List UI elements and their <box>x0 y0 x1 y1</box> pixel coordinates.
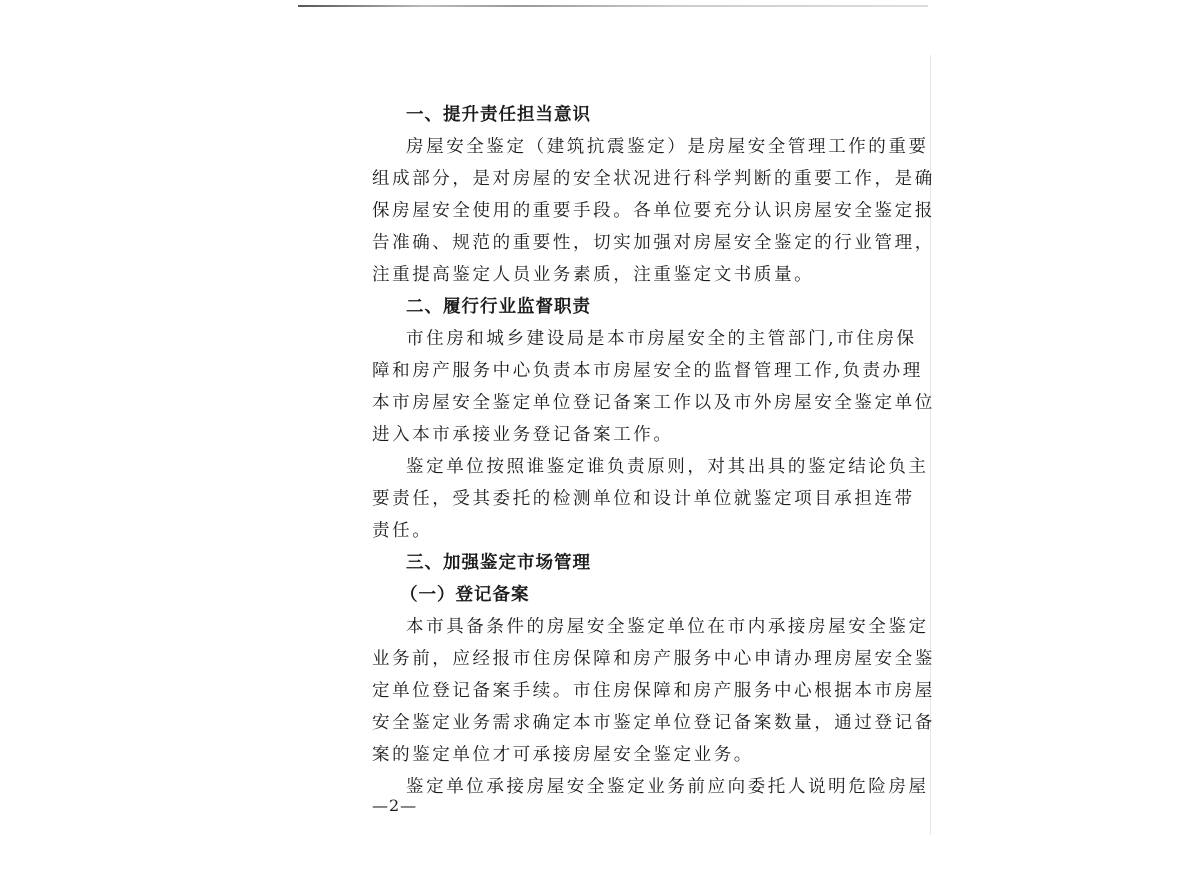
subsection-heading: （一）登记备案 <box>400 585 530 605</box>
paragraph-line: 注重提高鉴定人员业务素质，注重鉴定文书质量。 <box>372 265 815 285</box>
section-heading-1: 一、提升责任担当意识 <box>406 105 591 125</box>
paragraph-line: 安全鉴定业务需求确定本市鉴定单位登记备案数量，通过登记备 <box>372 713 935 733</box>
section-heading-3: 三、加强鉴定市场管理 <box>406 553 591 573</box>
paragraph-line: 本市具备条件的房屋安全鉴定单位在市内承接房屋安全鉴定 <box>406 617 929 637</box>
paragraph-line: 市住房和城乡建设局是本市房屋安全的主管部门,市住房保 <box>406 329 917 349</box>
paragraph-line: 本市房屋安全鉴定单位登记备案工作以及市外房屋安全鉴定单位 <box>372 393 935 413</box>
paragraph-line: 障和房产服务中心负责本市房屋安全的监督管理工作,负责办理 <box>372 361 923 381</box>
paragraph-line: 定单位登记备案手续。市住房保障和房产服务中心根据本市房屋 <box>372 681 935 701</box>
paragraph-line: 进入本市承接业务登记备案工作。 <box>372 425 674 445</box>
paragraph-line: 鉴定单位按照谁鉴定谁负责原则，对其出具的鉴定结论负主 <box>406 457 929 477</box>
paragraph-line: 责任。 <box>372 521 433 541</box>
paragraph-line: 保房屋安全使用的重要手段。各单位要充分认识房屋安全鉴定报 <box>372 201 935 221</box>
paragraph-line: 组成部分，是对房屋的安全状况进行科学判断的重要工作，是确 <box>372 169 935 189</box>
section-heading-2: 二、履行行业监督职责 <box>406 297 591 317</box>
paragraph-line: 告准确、规范的重要性，切实加强对房屋安全鉴定的行业管理， <box>372 233 935 253</box>
paragraph-line: 房屋安全鉴定（建筑抗震鉴定）是房屋安全管理工作的重要 <box>406 137 929 157</box>
paragraph-line: 案的鉴定单位才可承接房屋安全鉴定业务。 <box>372 745 754 765</box>
paragraph-line: 业务前，应经报市住房保障和房产服务中心申请办理房屋安全鉴 <box>372 649 935 669</box>
page-number: —2— <box>372 796 418 815</box>
paragraph-line: 要责任，受其委托的检测单位和设计单位就鉴定项目承担连带 <box>372 489 915 509</box>
scan-edge-line <box>298 5 928 7</box>
paragraph-line: 鉴定单位承接房屋安全鉴定业务前应向委托人说明危险房屋 <box>406 777 929 797</box>
